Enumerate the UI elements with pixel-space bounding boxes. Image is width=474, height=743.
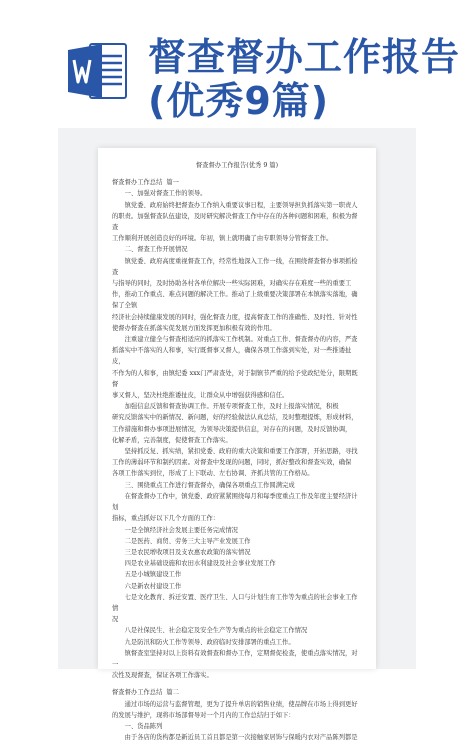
document-line: 镇督查室坚持对以上资料有效督查和督办工作，定期督促检查，使重点落实情况，对一 [112,649,358,668]
document-line: 工作顺利开展创造良好的环境。年初，镇上就明确了由专职领导分管督查工作。 [112,235,333,243]
document-line: 经济社会持续健康发展的同时，强化督查力度，提高督查工作的准确性、及时性、针对性 [112,313,358,321]
document-line: 七是文化教育、拆迁安置、医疗卫生、人口与计划生育工作等为重点的社会事业工作情 [112,593,358,612]
document-line: 研究反馈落实中的新情况、新问题，好的经验做法认真总结，及时整理提炼，形成材料， [112,414,358,422]
document-line: 不作为的人和事，由镇纪委 xxx门严肃查处，对于制镇节严重的给予党政纪处分，限期既督 [112,369,358,388]
word-document-icon [68,40,128,102]
document-line: 二是医药、商贸、劳务三大主导产业发展工作 [124,537,251,545]
document-line: 各项工作落实到位，形成了上下联动、左右协调、齐抓共管的工作格局。 [112,470,314,478]
document-line: 二、督查工作开展情况 [124,246,188,254]
document-line: 的发展与维护，现将市场部督导对一个月内的工作总结归于如下： [112,711,295,719]
document-line: 一、货品陈列 [124,722,163,730]
document-line: 三是农民增收项目及支农惠农政策的落实情况 [124,548,251,556]
document-line: 镇党委、政府高度重视督查工作，经常性地深入工作一线，在围绕督查督办事项抓检查 [112,257,358,276]
document-line: 在督查督办工作中，镇党委、政府紧紧围绕每月和每季度重点工作及年度主要经济计划 [112,492,358,512]
document-line: 一是全镇经济社会发展主要任务完成情况 [124,526,238,534]
document-line: 督查督办工作总结 篇二 [112,689,179,697]
document-line: 工作的薄弱环节和制约因素。对督查中发现的问题，同时，抓好整改和督查实效，确保 [112,459,352,467]
document-line: 一、加强对督查工作的领导。 [124,190,207,198]
banner-title-line2: (优秀9篇) [148,79,330,123]
document-line: 使督办督查在抓落实促发展方面发挥更加积极有效的作用。 [112,324,276,332]
document-line: 的职责。加强督查队伍建设，及时研究解决督查工作中存在的各种问题和困难，积极为督查 [112,212,358,232]
document-line: 九是防汛和防火工作等领导、政府临时安排部署的重点工作。 [124,638,295,646]
document-body [112,160,362,743]
document-line: 注重建立健全与督查相适应的抓落实工作机制。对重点工作、督查督办的内容，严查 [124,336,358,344]
document-line: 镇党委、政府始终把督查办工作纳入重要议事日程，主要领导担负抓落实第一职责人 [124,201,358,209]
document-heading: 督查督办工作报告(优秀 9 篇) [195,162,279,169]
document-line: 加强信息反馈和督查协调工作。开展专项督查工作，及时上报落实情况，积极 [124,403,339,411]
document-line: 事又督人，坚决杜绝推诿扯皮，让群众从中增强获得感和信任。 [112,392,289,400]
document-line: 四是农业基础设施和农田水利建设及社会事业发展工作 [124,560,276,568]
document-line: 工作措施和督办事项进展情况，为领导决策提供信息，对存在的问题，及时反馈协调， [112,425,352,433]
banner-title-line1: 督查督办工作报告 [148,35,461,79]
document-line: 由于各店的货构都是新近员工首且都是第一次接触家居饰与保暖内衣对产品陈列都是 [124,734,358,742]
document-line: 况 [112,616,119,624]
document-line: 与指导的同时，及时协助各村各单位解决一些实际困难，对确实存在难度一些的重要工 [112,280,352,288]
document-line: 通过市场的运营与监督管理，更为了提升单店的销售业绩，使品牌在市场上得到更好 [124,700,358,708]
document-line: 抓落实中不落实的人和事，实行既督事又督人，确保各项工作落到实处，对一些推诿扯皮， [112,347,352,366]
document-line: 六是新农村建设工作 [124,582,182,590]
banner [0,0,474,130]
document-line: 指标，重点抓好以下几个方面的工作： [112,515,220,523]
document-line: 督查督办工作总结 篇一 [112,179,179,187]
document-line: 五是小城镇建设工作 [124,571,182,579]
document-line: 八是社保民生、社会稳定及安全生产等为重点的社会稳定工作情况 [124,627,308,635]
document-line: 作，推动工作重点、难点问题的解决工作。推动了上级重要决策部署在本镇落实落地，确保了全镇 [112,291,358,310]
document-line: 坚持抓反复、抓实绩，紧扣党委、政府的重大决策和重要工作部署，开拓思路，寻找 [124,448,358,456]
document-line: 化解矛盾，完善制度，促使督查工作落实。 [112,436,232,444]
document-line: 三、围绕重点工作进行督查督办，确保各项重点工作圆满完成 [124,481,295,489]
document-lines [112,177,362,743]
document-line: 次性及现督查，保证各项工作落实。 [112,672,213,680]
